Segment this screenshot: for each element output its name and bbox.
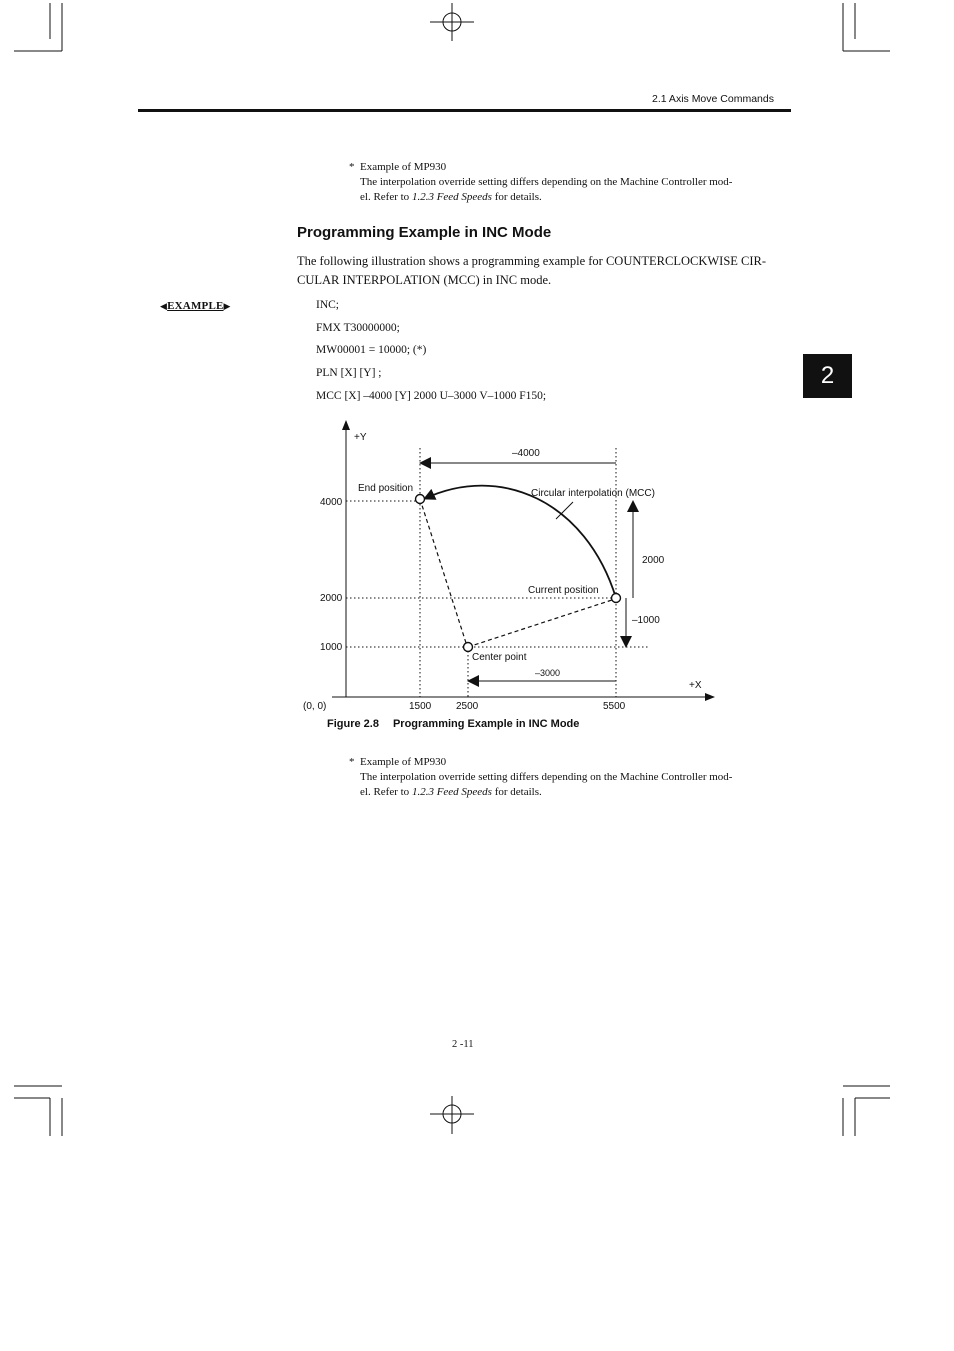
- y-tick-label: 2000: [320, 593, 343, 604]
- note-title: Example of MP930: [360, 161, 447, 173]
- section-reference: 1.2.3 Feed Speeds: [411, 786, 492, 798]
- figure-caption: Figure 2.8 Programming Example in INC Mode: [327, 718, 580, 730]
- note-line-1: The interpolation override setting differs depending on the Machine Controller mod-: [360, 771, 733, 783]
- running-header: 2.1 Axis Move Commands: [652, 93, 774, 105]
- program-line: PLN [X] [Y] ;: [316, 367, 382, 379]
- dx-label: –4000: [512, 448, 540, 459]
- example-label: EXAMPLE: [167, 300, 224, 312]
- note-line-1: The interpolation override setting differs depending on the Machine Controller mod-: [360, 176, 733, 188]
- y-axis-label: +Y: [354, 432, 367, 443]
- note-line-2: el. Refer to 1.2.3 Feed Speeds for details.: [360, 191, 542, 203]
- y-tick-label: 1000: [320, 642, 343, 653]
- note-line-2: el. Refer to 1.2.3 Feed Speeds for details.: [360, 786, 542, 798]
- right-triangle-icon: ▶: [223, 301, 231, 311]
- dy-label: 2000: [642, 555, 665, 566]
- current-position-label: Current position: [528, 585, 599, 596]
- chapter-tab: 2: [803, 354, 852, 398]
- current-position-point: [612, 594, 621, 603]
- intro-paragraph: The following illustration shows a programming example for COUNTERCLOCKWISE CIR- CULAR INTERPOLATION (MCC) in INC mode.: [297, 254, 767, 287]
- end-position-point: [416, 495, 425, 504]
- program-line: MW00001 = 10000; (*): [316, 344, 427, 356]
- section-reference: 1.2.3 Feed Speeds: [411, 191, 492, 203]
- left-triangle-icon: ◀: [160, 301, 168, 311]
- program-line: INC;: [316, 299, 339, 311]
- x-tick-label: 5500: [603, 701, 626, 712]
- x-axis-label: +X: [689, 680, 702, 691]
- footnote-bottom: [349, 755, 732, 800]
- section-heading: Programming Example in INC Mode: [297, 224, 552, 241]
- arc-label: Circular interpolation (MCC): [531, 488, 655, 499]
- example-tag: [160, 300, 231, 312]
- figure-mcc-diagram: [290, 415, 730, 715]
- radius-lines: [420, 499, 615, 647]
- v-label: –1000: [632, 615, 660, 626]
- x-tick-label: 1500: [409, 701, 432, 712]
- origin-label: (0, 0): [303, 701, 327, 712]
- center-point-label: Center point: [472, 652, 527, 663]
- footnote-top: [349, 160, 732, 205]
- y-tick-label: 4000: [320, 497, 343, 508]
- program-line: MCC [X] –4000 [Y] 2000 U–3000 V–1000 F150;: [316, 390, 547, 402]
- asterisk-mark: *: [349, 161, 355, 173]
- header-rule: [138, 109, 791, 112]
- center-point: [464, 643, 473, 652]
- x-tick-label: 2500: [456, 701, 479, 712]
- interpolation-arc: [424, 486, 616, 598]
- program-line: FMX T30000000;: [316, 322, 400, 334]
- asterisk-mark: *: [349, 756, 355, 768]
- u-label: –3000: [535, 668, 561, 678]
- end-position-label: End position: [358, 483, 414, 494]
- note-title: Example of MP930: [360, 756, 447, 768]
- page-number: 2 -11: [452, 1039, 474, 1050]
